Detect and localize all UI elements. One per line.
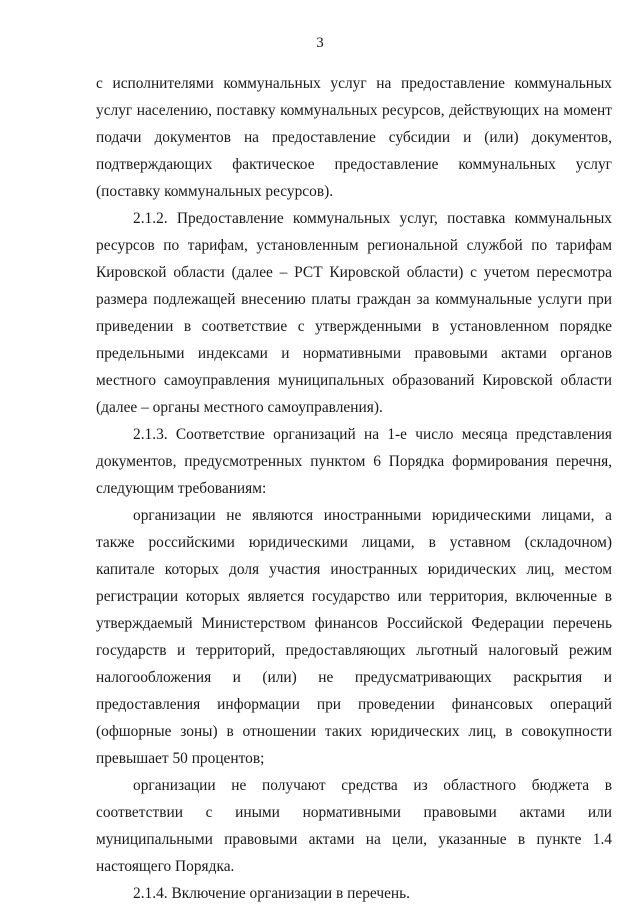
paragraph-2-1-2: 2.1.2. Предоставление коммунальных услуг, поставка коммунальных ресурсов по тарифам, установленным региональной службой по тарифам Кировской области (далее – РСТ Кировской области) с учетом пересмотра размера подлежащей внесению платы граждан за коммунальные услуги при приведении в соответствие с утвержденными в установленном порядке предельными индексами и нормативными правовыми актами органов местного самоуправления муниципальных образований Кировской области (далее – органы местного самоуправления). xyxy=(96,210,612,416)
paragraph-requirement-foreign: организации не являются иностранными юридическими лицами, а также российскими юридическими лицами, в уставном (складочном) капитале которых доля участия иностранных юридических лиц, местом регистрации которых является государство или территория, включенные в утверждаемый Министерством финансов Российской Федерации перечень государств и территорий, предоставляющих льготный налоговый режим налогообложения и (или) не предусматривающих раскрытия и предоставления информации при проведении финансовых операций (офшорные зоны) в отношении таких юридических лиц, в совокупности превышает 50 процентов; xyxy=(96,507,612,767)
document-body xyxy=(96,70,612,907)
paragraph-requirement-budget: организации не получают средства из областного бюджета в соответствии с иными нормативными правовыми актами или муниципальными правовыми актами на цели, указанные в пункте 1.4 настоящего Порядка. xyxy=(96,777,612,875)
paragraph-2-1-4: 2.1.4. Включение организации в перечень. xyxy=(133,885,411,902)
paragraph-continuation: с исполнителями коммунальных услуг на предоставление коммунальных услуг населению, поставку коммунальных ресурсов, действующих на момент подачи документов на предоставление субсидии и (или) документов, подтверждающих фактическое предоставление коммунальных услуг (поставку коммунальных ресурсов). xyxy=(96,75,612,200)
paragraph-2-1-3: 2.1.3. Соответствие организаций на 1-е число месяца представления документов, предусмотренных пунктом 6 Порядка формирования перечня, следующим требованиям: xyxy=(96,426,612,497)
page-number: 3 xyxy=(316,35,324,51)
